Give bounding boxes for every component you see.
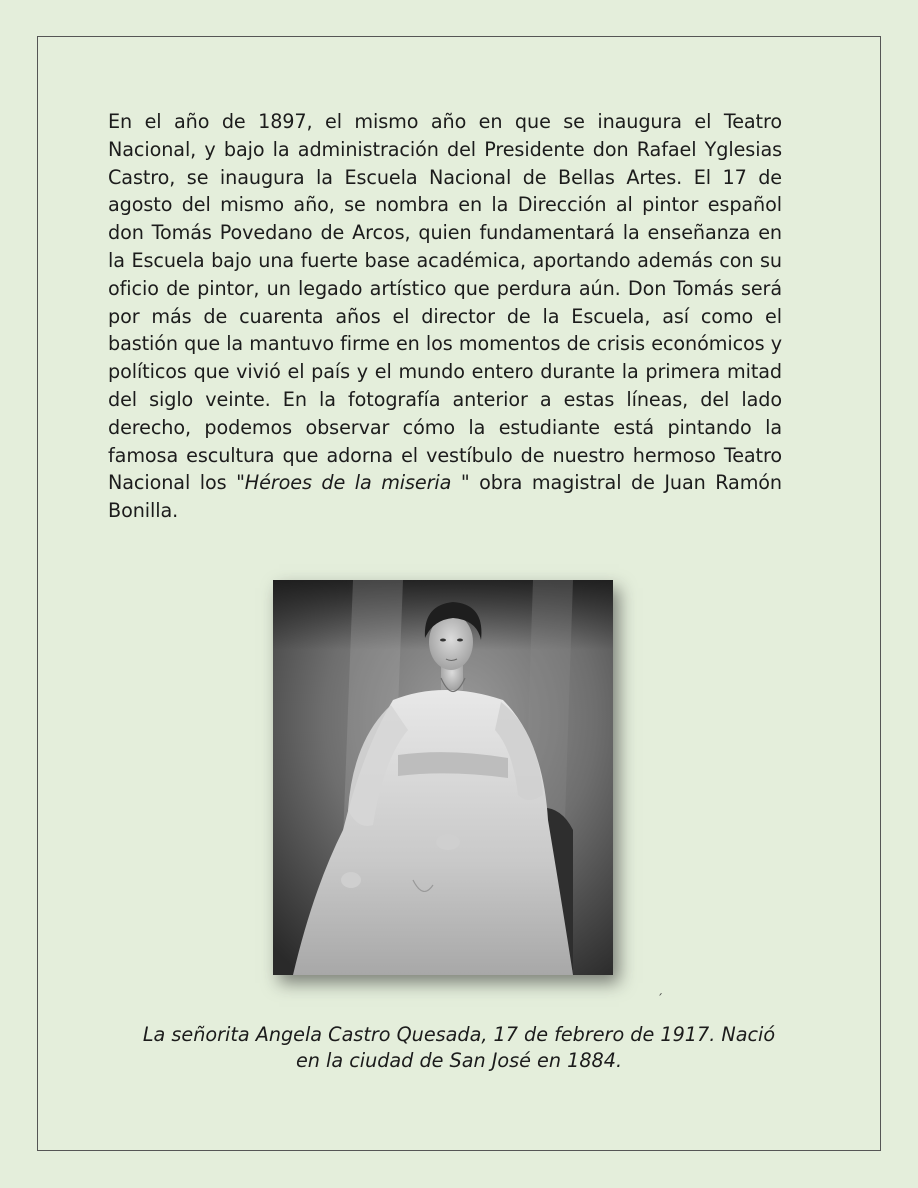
stray-mark: ´	[657, 992, 663, 1006]
photo-caption	[100, 1022, 818, 1074]
paragraph-text-end: " obra magistral de Juan Ramón Bonilla.	[108, 471, 782, 523]
portrait-photo	[273, 580, 613, 975]
portrait-photo-image	[273, 580, 613, 975]
caption-line-2: en la ciudad de San José en 1884.	[295, 1049, 623, 1072]
paragraph-text: En el año de 1897, el mismo año en que se inaugura el Teatro Nacional, y bajo la administración del Presidente don Rafael Yglesias Castro, se inaugura la Escuela Nacional de Bellas Artes. El 17 de agosto del mismo año, se nombra en la Dirección al pintor español don Tomás Povedano de Arcos, quien fundamentará la enseñanza en la Escuela bajo una fuerte base académica, aportando además con su oficio de pintor, un legado artístico que perdura aún. Don Tomás será por más de cuarenta años el director de la Escuela, así como el bastión que la mantuvo firme en los momentos de crisis económicos y políticos que vivió el país y el mundo entero durante la primera mitad del siglo veinte. En la fotografía anterior a estas líneas, del lado derecho, podemos observar cómo la estudiante está pintando la famosa escultura que adorna el vestíbulo de nuestro hermoso Teatro Nacional los "	[108, 110, 782, 495]
article-paragraph	[108, 108, 782, 525]
caption-line-1: La señorita Angela Castro Quesada, 17 de febrero de 1917. Nació	[142, 1023, 776, 1046]
artwork-title: Héroes de la miseria	[244, 471, 452, 495]
